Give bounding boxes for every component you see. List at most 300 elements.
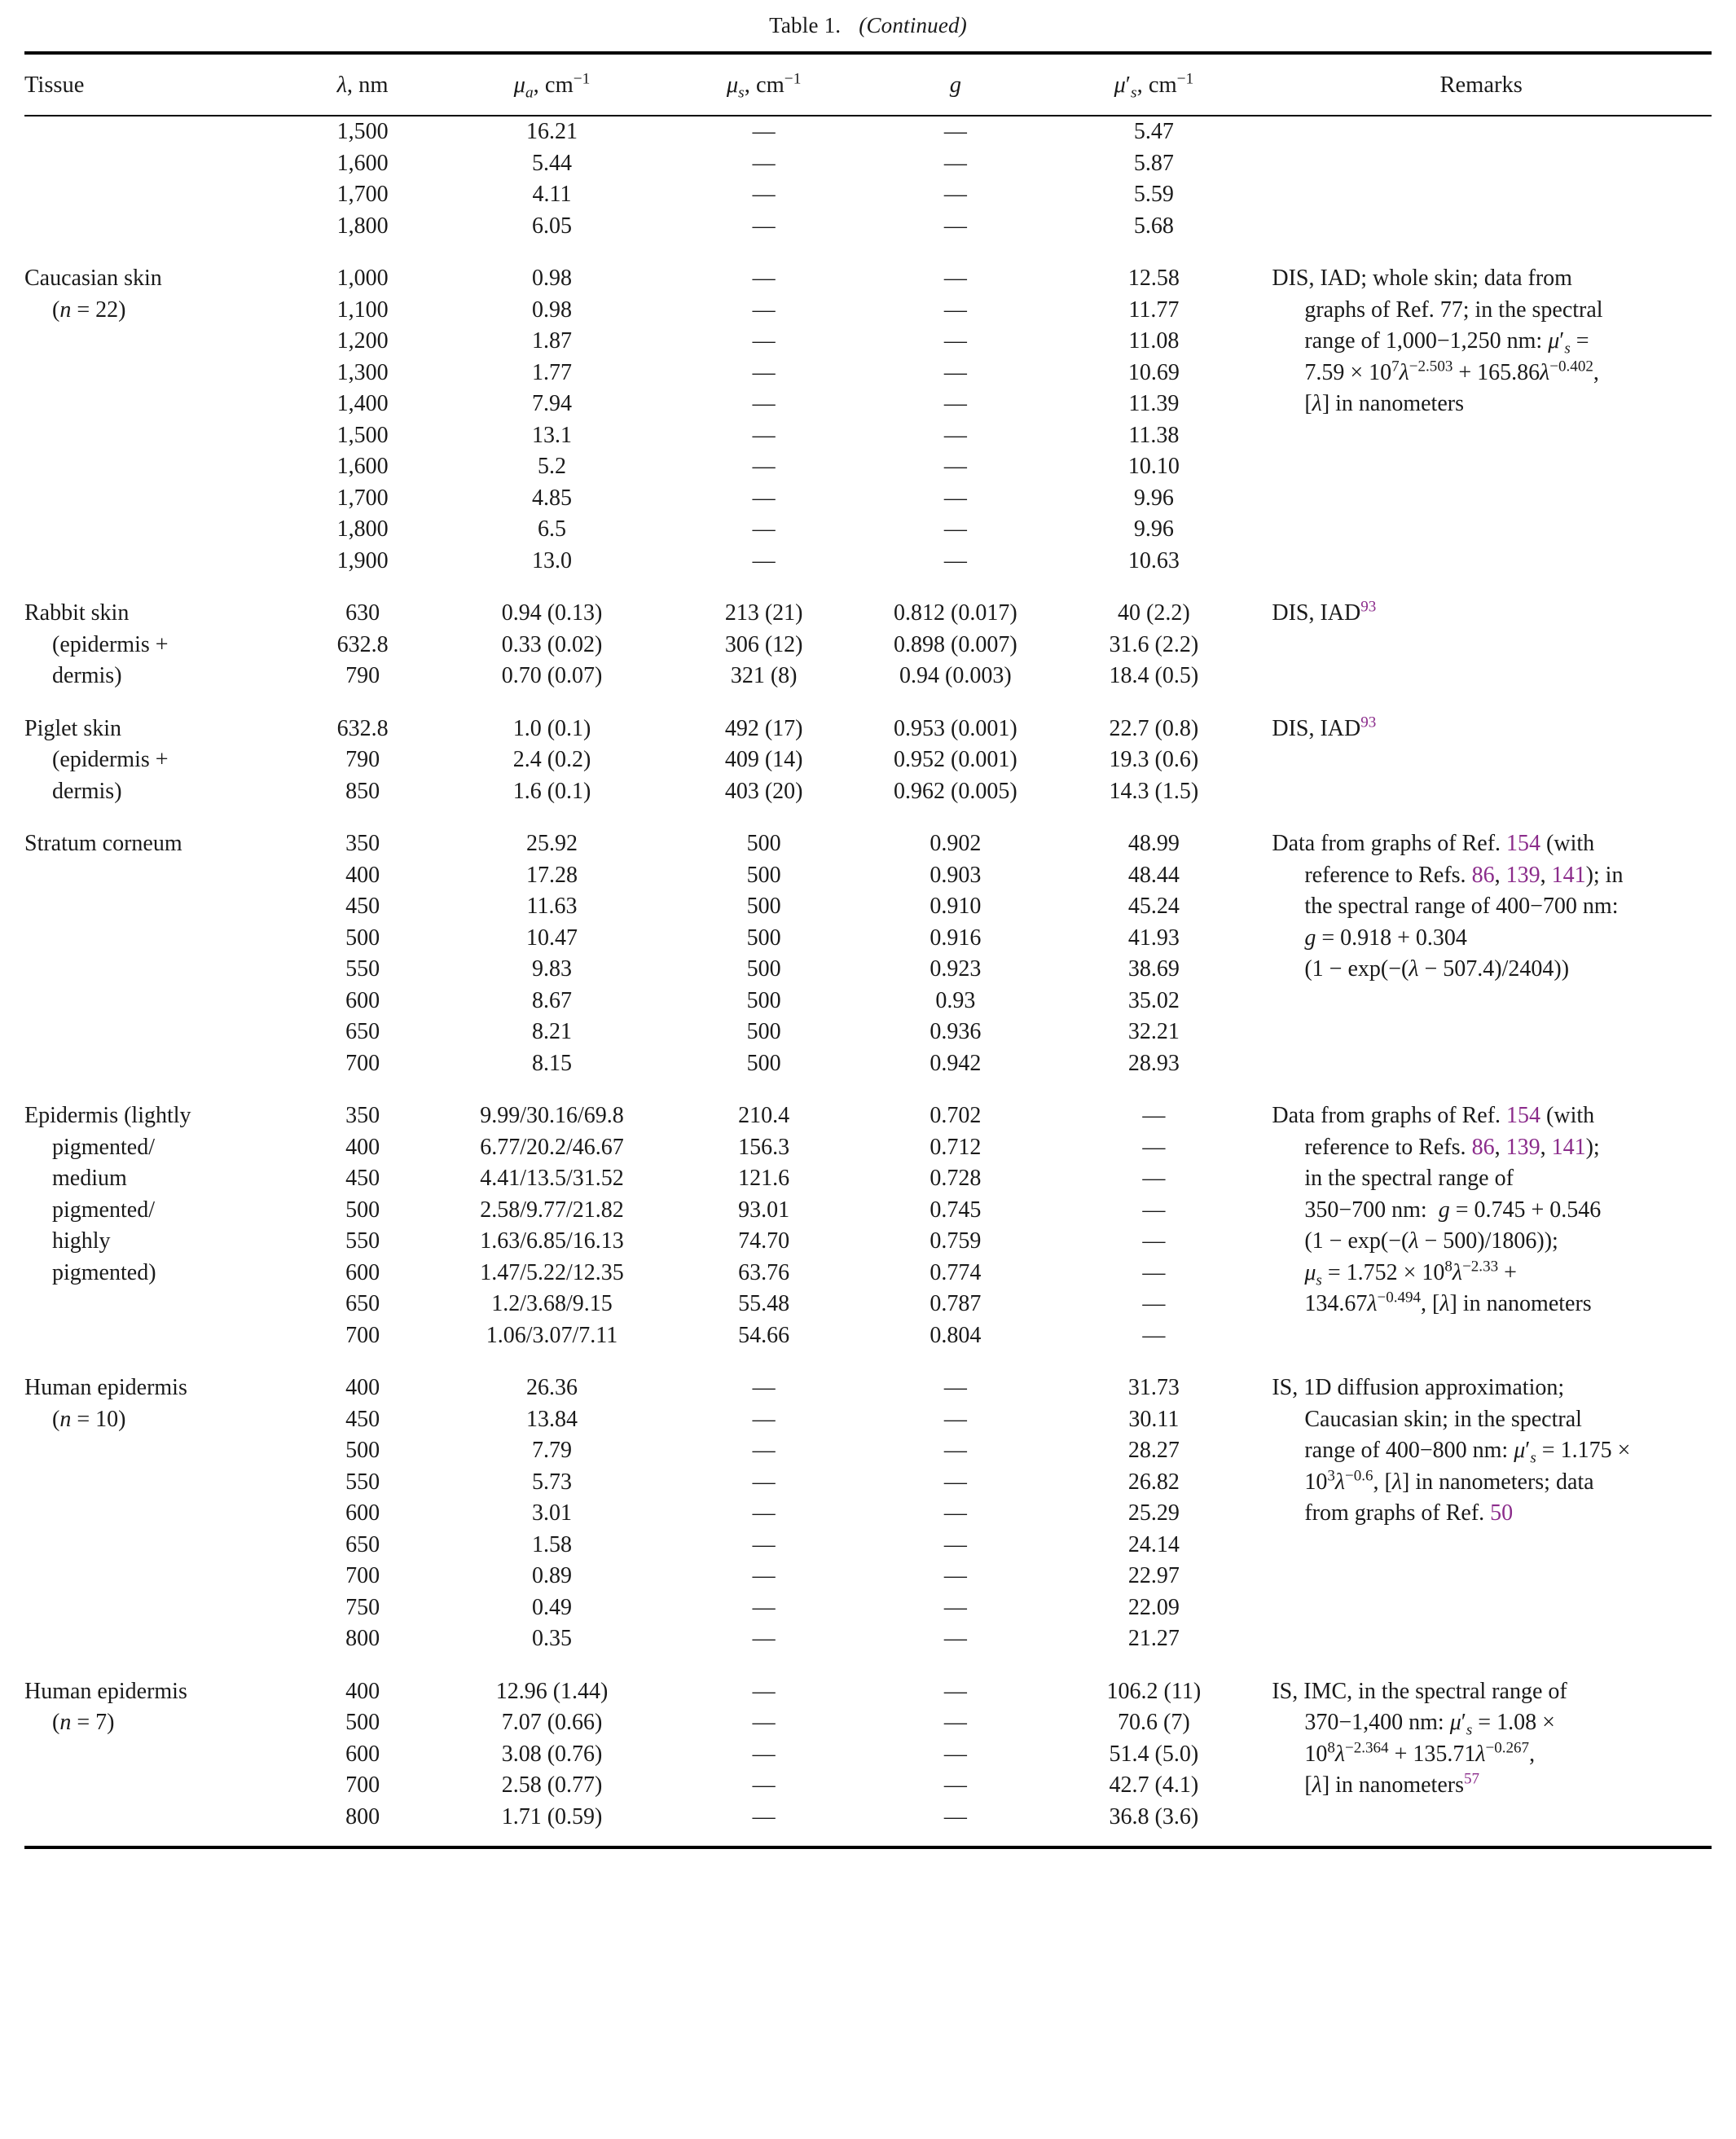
data-value: 1.6 (0.1) [512, 778, 591, 804]
cell-mu-s-prime [1057, 263, 1250, 577]
block-gap [24, 1655, 1712, 1676]
optical-properties-table [24, 55, 1712, 115]
cell-mu-s-prime [1057, 714, 1250, 808]
data-value: 400 [345, 1678, 380, 1704]
data-value: — [943, 422, 967, 448]
remarks-text: Data from graphs of Ref. 154 (with reference to Refs. 86, 139, 141); in the spectral range of 400−700 nm: g = 0.918 + 0.304 (1 − exp(−(λ − 507.4)/2404)) [1272, 831, 1624, 982]
data-value: 1.58 [532, 1531, 573, 1557]
data-value: — [752, 1626, 776, 1651]
data-value: 0.98 [532, 296, 573, 323]
data-value: 5.44 [532, 150, 573, 176]
data-value: 1,100 [336, 296, 389, 323]
data-value: 0.98 [532, 266, 573, 291]
data-value: 500 [746, 1019, 781, 1044]
block-gap [24, 1351, 1712, 1373]
data-value: 31.73 [1127, 1375, 1180, 1400]
data-value: 0.94 (0.13) [501, 600, 603, 626]
data-value: 1,600 [336, 454, 389, 479]
data-value: 8.15 [532, 1050, 573, 1076]
block-gap [24, 807, 1712, 828]
cell-wavelength [295, 263, 430, 577]
tissue-line: pigmented/ [52, 1197, 155, 1223]
cell-remarks [1250, 263, 1712, 577]
cell-mu-s [674, 828, 854, 1079]
data-value: 22.97 [1127, 1563, 1180, 1588]
data-value: 4.11 [532, 182, 572, 207]
cell-mu-a [430, 1676, 674, 1834]
data-value: 0.903 [930, 862, 982, 888]
data-value: 5.2 [538, 454, 567, 479]
data-value: 400 [345, 1375, 380, 1400]
data-value: 1.47/5.22/12.35 [480, 1259, 624, 1285]
data-value: 3.08 (0.76) [501, 1741, 603, 1767]
data-value: 7.79 [532, 1438, 573, 1463]
tissue-line: Epidermis (lightly [24, 1103, 191, 1128]
data-value: 1.77 [532, 359, 573, 385]
data-value: 0.902 [930, 831, 982, 856]
data-value: 38.69 [1127, 956, 1180, 982]
tissue-line: Stratum corneum [24, 831, 182, 856]
block-gap-cell [24, 242, 1712, 263]
data-value: 12.96 (1.44) [495, 1678, 609, 1704]
data-value: — [1142, 1291, 1166, 1316]
data-value: — [943, 182, 967, 207]
data-value: — [943, 516, 967, 542]
data-value: — [752, 454, 776, 479]
data-value: 0.702 [930, 1103, 982, 1128]
table-row [24, 263, 1712, 577]
block-gap-cell [24, 577, 1712, 598]
data-value: — [943, 454, 967, 479]
cell-mu-s [674, 1676, 854, 1834]
data-value: 1.63/6.85/16.13 [480, 1228, 624, 1254]
cell-remarks [1250, 714, 1712, 808]
block-gap-cell [24, 1655, 1712, 1676]
cell-wavelength [295, 828, 430, 1079]
data-value: 650 [345, 1531, 380, 1557]
data-value: 5.73 [532, 1469, 573, 1495]
cell-g [854, 116, 1057, 242]
data-value: — [943, 266, 967, 291]
data-value: 1,700 [336, 182, 389, 207]
data-value: — [752, 1375, 776, 1400]
data-value: 0.93 [935, 987, 976, 1013]
data-value: 600 [345, 1741, 380, 1767]
data-value: 6.5 [538, 516, 567, 542]
cell-g [854, 1373, 1057, 1655]
table-row [24, 714, 1712, 808]
tissue-line: (n = 22) [52, 296, 126, 323]
data-value: — [943, 1772, 967, 1798]
data-value: — [752, 359, 776, 385]
cell-wavelength [295, 598, 430, 692]
data-value: — [752, 516, 776, 542]
data-value: 63.76 [738, 1259, 790, 1285]
cell-remarks [1250, 1373, 1712, 1655]
data-value: — [943, 296, 967, 323]
column-header-tissue: Tissue [24, 72, 85, 98]
data-value: — [943, 485, 967, 511]
cell-mu-s [674, 598, 854, 692]
data-value: 1.71 (0.59) [501, 1803, 603, 1829]
data-value: — [752, 119, 776, 144]
data-value: — [943, 1563, 967, 1588]
data-value: 10.10 [1127, 454, 1180, 479]
data-value: 0.49 [532, 1594, 573, 1620]
data-value: — [1142, 1259, 1166, 1285]
cell-tissue [24, 598, 295, 692]
block-gap-cell [24, 692, 1712, 714]
data-value: — [943, 1406, 967, 1432]
data-value: 790 [345, 747, 380, 772]
data-value: 2.58 (0.77) [501, 1772, 603, 1798]
cell-mu-s [674, 714, 854, 808]
tissue-line: dermis) [52, 778, 122, 804]
data-value: 40 (2.2) [1118, 600, 1190, 626]
data-value: 6.77/20.2/46.67 [480, 1134, 624, 1160]
data-value: — [752, 213, 776, 239]
data-value: 0.35 [532, 1626, 573, 1651]
cell-mu-a [430, 263, 674, 577]
data-value: 1,800 [336, 213, 389, 239]
data-value: — [943, 391, 967, 416]
data-value: — [752, 422, 776, 448]
data-value: 1.06/3.07/7.11 [486, 1322, 618, 1348]
column-header-mu-a: $\mu_a$, $cm^{-1}$ [513, 70, 591, 102]
cell-g [854, 714, 1057, 808]
data-value: — [943, 1710, 967, 1735]
table-caption [24, 0, 1712, 51]
cell-mu-s [674, 116, 854, 242]
data-value: 10.47 [526, 925, 578, 951]
data-value: 450 [345, 1406, 380, 1432]
data-value: 2.4 (0.2) [512, 747, 591, 772]
data-value: 0.812 (0.017) [894, 600, 1017, 626]
tissue-line: pigmented) [52, 1259, 156, 1285]
data-value: 600 [345, 1259, 380, 1285]
data-value: — [1142, 1322, 1166, 1348]
data-value: 409 (14) [724, 747, 803, 772]
data-value: 1,800 [336, 516, 389, 542]
data-value: 30.11 [1128, 1406, 1180, 1432]
data-value: — [943, 1375, 967, 1400]
table-row [24, 828, 1712, 1079]
table-row [24, 116, 1712, 242]
data-value: 0.745 [930, 1197, 982, 1223]
table-bottom-rule [24, 1846, 1712, 1849]
data-value: 850 [345, 778, 380, 804]
data-value: 0.916 [930, 925, 982, 951]
cell-mu-a [430, 1373, 674, 1655]
data-value: 13.0 [532, 547, 573, 573]
data-value: — [752, 1500, 776, 1526]
data-value: 0.787 [930, 1291, 982, 1316]
data-value: 11.77 [1128, 296, 1180, 323]
cell-wavelength [295, 116, 430, 242]
data-value: 25.29 [1127, 1500, 1180, 1526]
data-value: — [943, 1741, 967, 1767]
data-value: 19.3 (0.6) [1109, 747, 1199, 772]
table-row [24, 598, 1712, 692]
tissue-line: (epidermis + [52, 631, 169, 657]
cell-remarks [1250, 828, 1712, 1079]
cell-g [854, 1676, 1057, 1834]
data-value: — [752, 1563, 776, 1588]
data-value: — [943, 150, 967, 176]
data-value: — [943, 359, 967, 385]
data-value: 800 [345, 1626, 380, 1651]
cell-remarks [1250, 1676, 1712, 1834]
data-value: 500 [746, 925, 781, 951]
data-value: 14.3 (1.5) [1109, 778, 1199, 804]
column-header-g: g [949, 72, 961, 98]
cell-wavelength [295, 1373, 430, 1655]
cell-wavelength [295, 714, 430, 808]
data-value: 0.89 [532, 1563, 573, 1588]
remarks-text: IS, 1D diffusion approximation; Caucasian skin; in the spectral range of 400−800 nm: $\mu'_s = 1.175$ × $10^3\lambda^{-0.6}$, [λ] in nanometers; data from graphs of Ref. 50 [1272, 1375, 1631, 1526]
data-value: 0.923 [930, 956, 982, 982]
cell-remarks [1250, 598, 1712, 692]
cell-mu-a [430, 828, 674, 1079]
data-value: — [752, 1594, 776, 1620]
data-value: 13.84 [526, 1406, 578, 1432]
column-header-mu-s: $\mu_s$, $cm^{-1}$ [726, 70, 802, 102]
data-value: 18.4 (0.5) [1109, 663, 1199, 688]
data-value: — [752, 485, 776, 511]
tissue-line: Human epidermis [24, 1375, 187, 1400]
cell-mu-a [430, 1100, 674, 1351]
data-value: 306 (12) [724, 631, 803, 657]
data-value: 0.952 (0.001) [894, 747, 1017, 772]
column-header-remarks: Remarks [1439, 72, 1523, 98]
remarks-text: DIS, IAD$^{93}$ [1272, 714, 1377, 741]
data-value: — [943, 1803, 967, 1829]
data-value: — [943, 1500, 967, 1526]
data-value: — [752, 1710, 776, 1735]
data-value: 35.02 [1127, 987, 1180, 1013]
data-value: 500 [746, 862, 781, 888]
data-value: 500 [345, 925, 380, 951]
data-value: 1.87 [532, 328, 573, 354]
data-value: 500 [746, 956, 781, 982]
cell-tissue [24, 1100, 295, 1351]
data-value: 55.48 [738, 1291, 790, 1316]
data-value: 500 [345, 1197, 380, 1223]
data-value: 9.96 [1133, 516, 1174, 542]
data-value: — [943, 1438, 967, 1463]
cell-tissue [24, 828, 295, 1079]
data-value: 450 [345, 1166, 380, 1191]
table-body [24, 116, 1712, 1833]
cell-tissue [24, 116, 295, 242]
data-value: 650 [345, 1019, 380, 1044]
data-value: 8.21 [532, 1019, 573, 1044]
cell-mu-a [430, 598, 674, 692]
optical-properties-table-body [24, 116, 1712, 1833]
data-value: 0.962 (0.005) [894, 778, 1017, 804]
data-value: 500 [746, 894, 781, 919]
data-value: — [1142, 1197, 1166, 1223]
data-value: 0.910 [930, 894, 982, 919]
data-value: — [943, 1469, 967, 1495]
block-gap-cell [24, 807, 1712, 828]
remarks-text: Data from graphs of Ref. 154 (with reference to Refs. 86, 139, 141); in the spectral range of 350−700 nm: g = 0.745 + 0.546 (1 − exp(−(λ − 500)/1806)); $\mu_s = 1.752 \times 10^8\lambda^{-2.33}$ + $134.67\lambda^{-0.494}$, [λ] in nanometers [1272, 1103, 1602, 1316]
tissue-line: pigmented/ [52, 1134, 155, 1160]
tissue-line: dermis) [52, 663, 122, 688]
data-value: 1,000 [336, 266, 389, 291]
data-value: 28.27 [1127, 1438, 1180, 1463]
data-value: 10.63 [1127, 547, 1180, 573]
data-value: 1,300 [336, 359, 389, 385]
data-value: 213 (21) [724, 600, 803, 626]
data-value: — [943, 1626, 967, 1651]
block-gap [24, 577, 1712, 598]
cell-tissue [24, 714, 295, 808]
cell-g [854, 1100, 1057, 1351]
cell-mu-s-prime [1057, 598, 1250, 692]
data-value: 0.759 [930, 1228, 982, 1254]
data-value: 750 [345, 1594, 380, 1620]
cell-mu-s [674, 263, 854, 577]
data-value: 17.28 [526, 862, 578, 888]
tissue-line: Caucasian skin [24, 266, 162, 291]
data-value: 22.7 (0.8) [1109, 715, 1199, 741]
data-value: 45.24 [1127, 894, 1180, 919]
data-value: 700 [345, 1050, 380, 1076]
data-value: — [943, 213, 967, 239]
data-value: 450 [345, 894, 380, 919]
data-value: 0.804 [930, 1322, 982, 1348]
cell-tissue [24, 1373, 295, 1655]
table-header-row [24, 55, 1712, 115]
data-value: — [943, 1594, 967, 1620]
data-value: 5.87 [1133, 150, 1174, 176]
data-value: 1,400 [336, 391, 389, 416]
data-value: 500 [345, 1710, 380, 1735]
data-value: — [752, 1741, 776, 1767]
tissue-line: (epidermis + [52, 747, 169, 772]
data-value: 70.6 (7) [1118, 1710, 1190, 1735]
data-value: — [1142, 1103, 1166, 1128]
data-value: 11.08 [1128, 328, 1180, 354]
data-value: 93.01 [738, 1197, 790, 1223]
data-value: 9.96 [1133, 485, 1174, 511]
data-value: — [1142, 1166, 1166, 1191]
data-value: 51.4 (5.0) [1109, 1741, 1199, 1767]
table-row [24, 1676, 1712, 1834]
data-value: 0.942 [930, 1050, 982, 1076]
data-value: 550 [345, 956, 380, 982]
block-gap [24, 242, 1712, 263]
data-value: 400 [345, 862, 380, 888]
tissue-line: highly [52, 1228, 111, 1254]
data-value: — [752, 1803, 776, 1829]
data-value: — [752, 1438, 776, 1463]
data-value: 26.36 [526, 1375, 578, 1400]
data-value: 350 [345, 1103, 380, 1128]
cell-mu-s [674, 1100, 854, 1351]
data-value: 0.94 (0.003) [899, 663, 1012, 688]
data-value: 42.7 (4.1) [1109, 1772, 1199, 1798]
data-value: — [752, 1406, 776, 1432]
data-value: — [752, 1531, 776, 1557]
data-value: 0.712 [930, 1134, 982, 1160]
data-value: — [752, 1772, 776, 1798]
data-value: — [1142, 1228, 1166, 1254]
cell-mu-s [674, 1373, 854, 1655]
data-value: 26.82 [1127, 1469, 1180, 1495]
data-value: 7.94 [532, 391, 573, 416]
data-value: — [752, 328, 776, 354]
data-value: 632.8 [336, 631, 389, 657]
data-value: 800 [345, 1803, 380, 1829]
data-value: 156.3 [738, 1134, 790, 1160]
data-value: 0.728 [930, 1166, 982, 1191]
data-value: 1,600 [336, 150, 389, 176]
data-value: 790 [345, 663, 380, 688]
data-value: 500 [746, 1050, 781, 1076]
data-value: 630 [345, 600, 380, 626]
cell-remarks [1250, 1100, 1712, 1351]
data-value: 1.2/3.68/9.15 [491, 1291, 613, 1316]
data-value: 9.99/30.16/69.8 [480, 1103, 624, 1128]
block-gap-cell [24, 1079, 1712, 1100]
tissue-line: (n = 10) [52, 1406, 126, 1432]
cell-g [854, 598, 1057, 692]
data-value: 632.8 [336, 715, 389, 741]
data-value: 500 [746, 831, 781, 856]
data-value: 403 (20) [724, 778, 803, 804]
cell-remarks [1250, 116, 1712, 242]
data-value: 500 [345, 1438, 380, 1463]
data-value: 400 [345, 1134, 380, 1160]
data-value: 0.953 (0.001) [894, 715, 1017, 741]
data-value: — [943, 119, 967, 144]
data-value: 0.898 (0.007) [894, 631, 1017, 657]
data-value: 5.68 [1133, 213, 1174, 239]
data-value: 4.85 [532, 485, 573, 511]
table-caption-continued: (Continued) [859, 13, 967, 37]
data-value: 36.8 (3.6) [1109, 1803, 1199, 1829]
data-value: 7.07 (0.66) [501, 1710, 603, 1735]
data-value: 6.05 [532, 213, 573, 239]
data-value: — [1142, 1134, 1166, 1160]
data-value: 550 [345, 1469, 380, 1495]
remarks-text: IS, IMC, in the spectral range of 370−1,400 nm: $\mu'_s = 1.08$ × $10^8\lambda^{-2.364} + 135.71\lambda^{-0.267}$, [λ] in nanometers$^{57}$ [1272, 1678, 1567, 1798]
data-value: 0.70 (0.07) [501, 663, 603, 688]
cell-g [854, 828, 1057, 1079]
cell-tissue [24, 1676, 295, 1834]
tissue-line: Rabbit skin [24, 600, 130, 626]
data-value: 5.59 [1133, 182, 1174, 207]
table-row [24, 1100, 1712, 1351]
data-value: 32.21 [1127, 1019, 1180, 1044]
data-value: 550 [345, 1228, 380, 1254]
data-value: 1,200 [336, 328, 389, 354]
data-value: 321 (8) [730, 663, 798, 688]
cell-g [854, 263, 1057, 577]
data-value: — [943, 1531, 967, 1557]
data-value: — [752, 266, 776, 291]
table-row [24, 1373, 1712, 1655]
data-value: 106.2 (11) [1106, 1678, 1202, 1704]
data-value: — [752, 182, 776, 207]
data-value: 600 [345, 987, 380, 1013]
data-value: 12.58 [1127, 266, 1180, 291]
tissue-line: medium [52, 1166, 127, 1191]
data-value: 74.70 [738, 1228, 790, 1254]
data-value: 11.63 [526, 894, 578, 919]
